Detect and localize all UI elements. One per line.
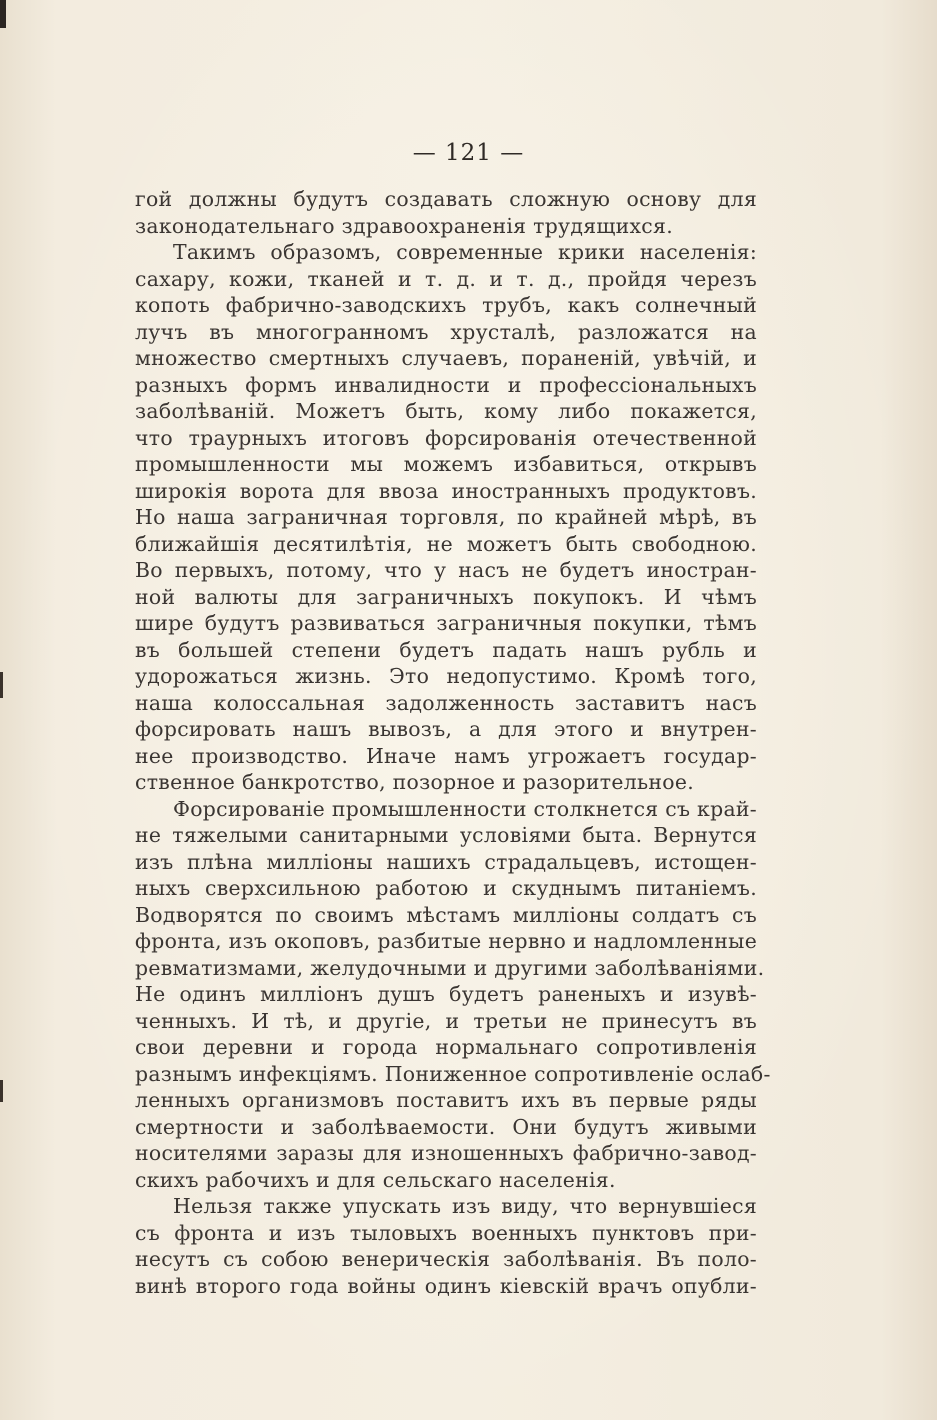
text-line: копоть фабрично-заводскихъ трубъ, какъ солнечный (135, 293, 757, 317)
text-line: что траурныхъ итоговъ форсированія отечественной (135, 425, 757, 450)
text-line: не тяжелыми санитарными условіями быта. Вернутся (135, 823, 757, 847)
binding-mark (0, 0, 6, 28)
text-line: скихъ рабочихъ и для сельскаго населенія. (135, 1167, 616, 1192)
text-line: ныхъ сверхсильною работою и скуднымъ питаніемъ. (135, 876, 757, 900)
text-line: несутъ съ собою венерическія заболѣванія. Въ поло- (135, 1247, 757, 1271)
text-line: шире будутъ развиваться заграничныя покупки, тѣмъ (135, 611, 757, 635)
text-line: множество смертныхъ случаевъ, пораненій, увѣчій, и (135, 346, 757, 370)
text-line: Форсированіе промышленности столкнется съ край- (173, 796, 757, 821)
text-line: гой должны будутъ создавать сложную основу для (135, 187, 757, 211)
text-line: фронта, изъ окоповъ, разбитые нервно и надломленные (135, 929, 758, 953)
text-line: Во первыхъ, потому, что у насъ не будетъ иностран- (135, 558, 757, 582)
text-line: ственное банкротство, позорное и разорительное. (135, 770, 695, 794)
text-line: винѣ второго года войны одинъ кіевскій врачъ опубли- (135, 1273, 757, 1298)
text-line: Такимъ образомъ, современные крики населенія: (173, 240, 757, 264)
text-line: съ фронта и изъ тыловыхъ военныхъ пунктовъ при- (135, 1220, 757, 1245)
text-line: разнымъ инфекціямъ. Пониженное сопротивленіе ослаб- (135, 1061, 771, 1086)
text-line: наша колоссальная задолженность заставитъ насъ (135, 690, 757, 715)
text-line: широкія ворота для ввоза иностранныхъ продуктовъ. (135, 478, 757, 503)
text-line: сахару, кожи, тканей и т. д. и т. д., пройдя черезъ (135, 266, 757, 291)
text-line: разныхъ формъ инвалидности и профессіональныхъ (135, 372, 757, 397)
text-line: ченныхъ. И тѣ, и другіе, и третьи не принесутъ въ (135, 1008, 757, 1033)
text-line: ленныхъ организмовъ поставитъ ихъ въ первые ряды (135, 1088, 757, 1112)
text-line: удорожаться жизнь. Это недопустимо. Кромѣ того, (135, 664, 757, 688)
text-line: смертности и заболѣваемости. Они будутъ живыми (135, 1114, 757, 1139)
page-edge-mark (0, 1080, 3, 1102)
text-line: носителями заразы для изношенныхъ фабрично-завод- (135, 1141, 757, 1165)
text-line: изъ плѣна милліоны нашихъ страдальцевъ, истощен- (135, 849, 757, 874)
text-line: ной валюты для заграничныхъ покупокъ. И чѣмъ (135, 584, 757, 609)
text-line: Нельзя также упускать изъ виду, что вернувшіеся (173, 1194, 757, 1218)
text-line: нее производство. Иначе намъ угрожаетъ государ- (135, 743, 757, 768)
text-line: законодательнаго здравоохраненія трудящихся. (135, 213, 673, 238)
page-edge-mark (0, 672, 3, 698)
text-line: заболѣваній. Можетъ быть, кому либо покажется, (135, 399, 757, 423)
text-line: ревматизмами, желудочными и другими заболѣваніями. (135, 955, 765, 980)
text-line: ближайшія десятилѣтія, не можетъ быть свободною. (135, 531, 757, 556)
text-line: свои деревни и города нормальнаго сопротивленія (135, 1035, 757, 1059)
page-number: — 121 — (412, 140, 525, 166)
text-line: въ большей степени будетъ падать нашъ рубль и (135, 637, 757, 662)
text-line: форсировать нашъ вывозъ, а для этого и внутрен- (135, 717, 757, 741)
text-line: лучъ въ многогранномъ хрусталѣ, разложатся на (135, 319, 757, 344)
body-text (135, 186, 771, 1299)
text-line: промышленности мы можемъ избавиться, открывъ (135, 452, 757, 476)
text-line: Но наша заграничная торговля, по крайней мѣрѣ, въ (135, 505, 757, 529)
text-line: Не одинъ милліонъ душъ будетъ раненыхъ и изувѣ- (135, 982, 757, 1006)
text-line: Водворятся по своимъ мѣстамъ милліоны солдатъ съ (135, 902, 757, 927)
